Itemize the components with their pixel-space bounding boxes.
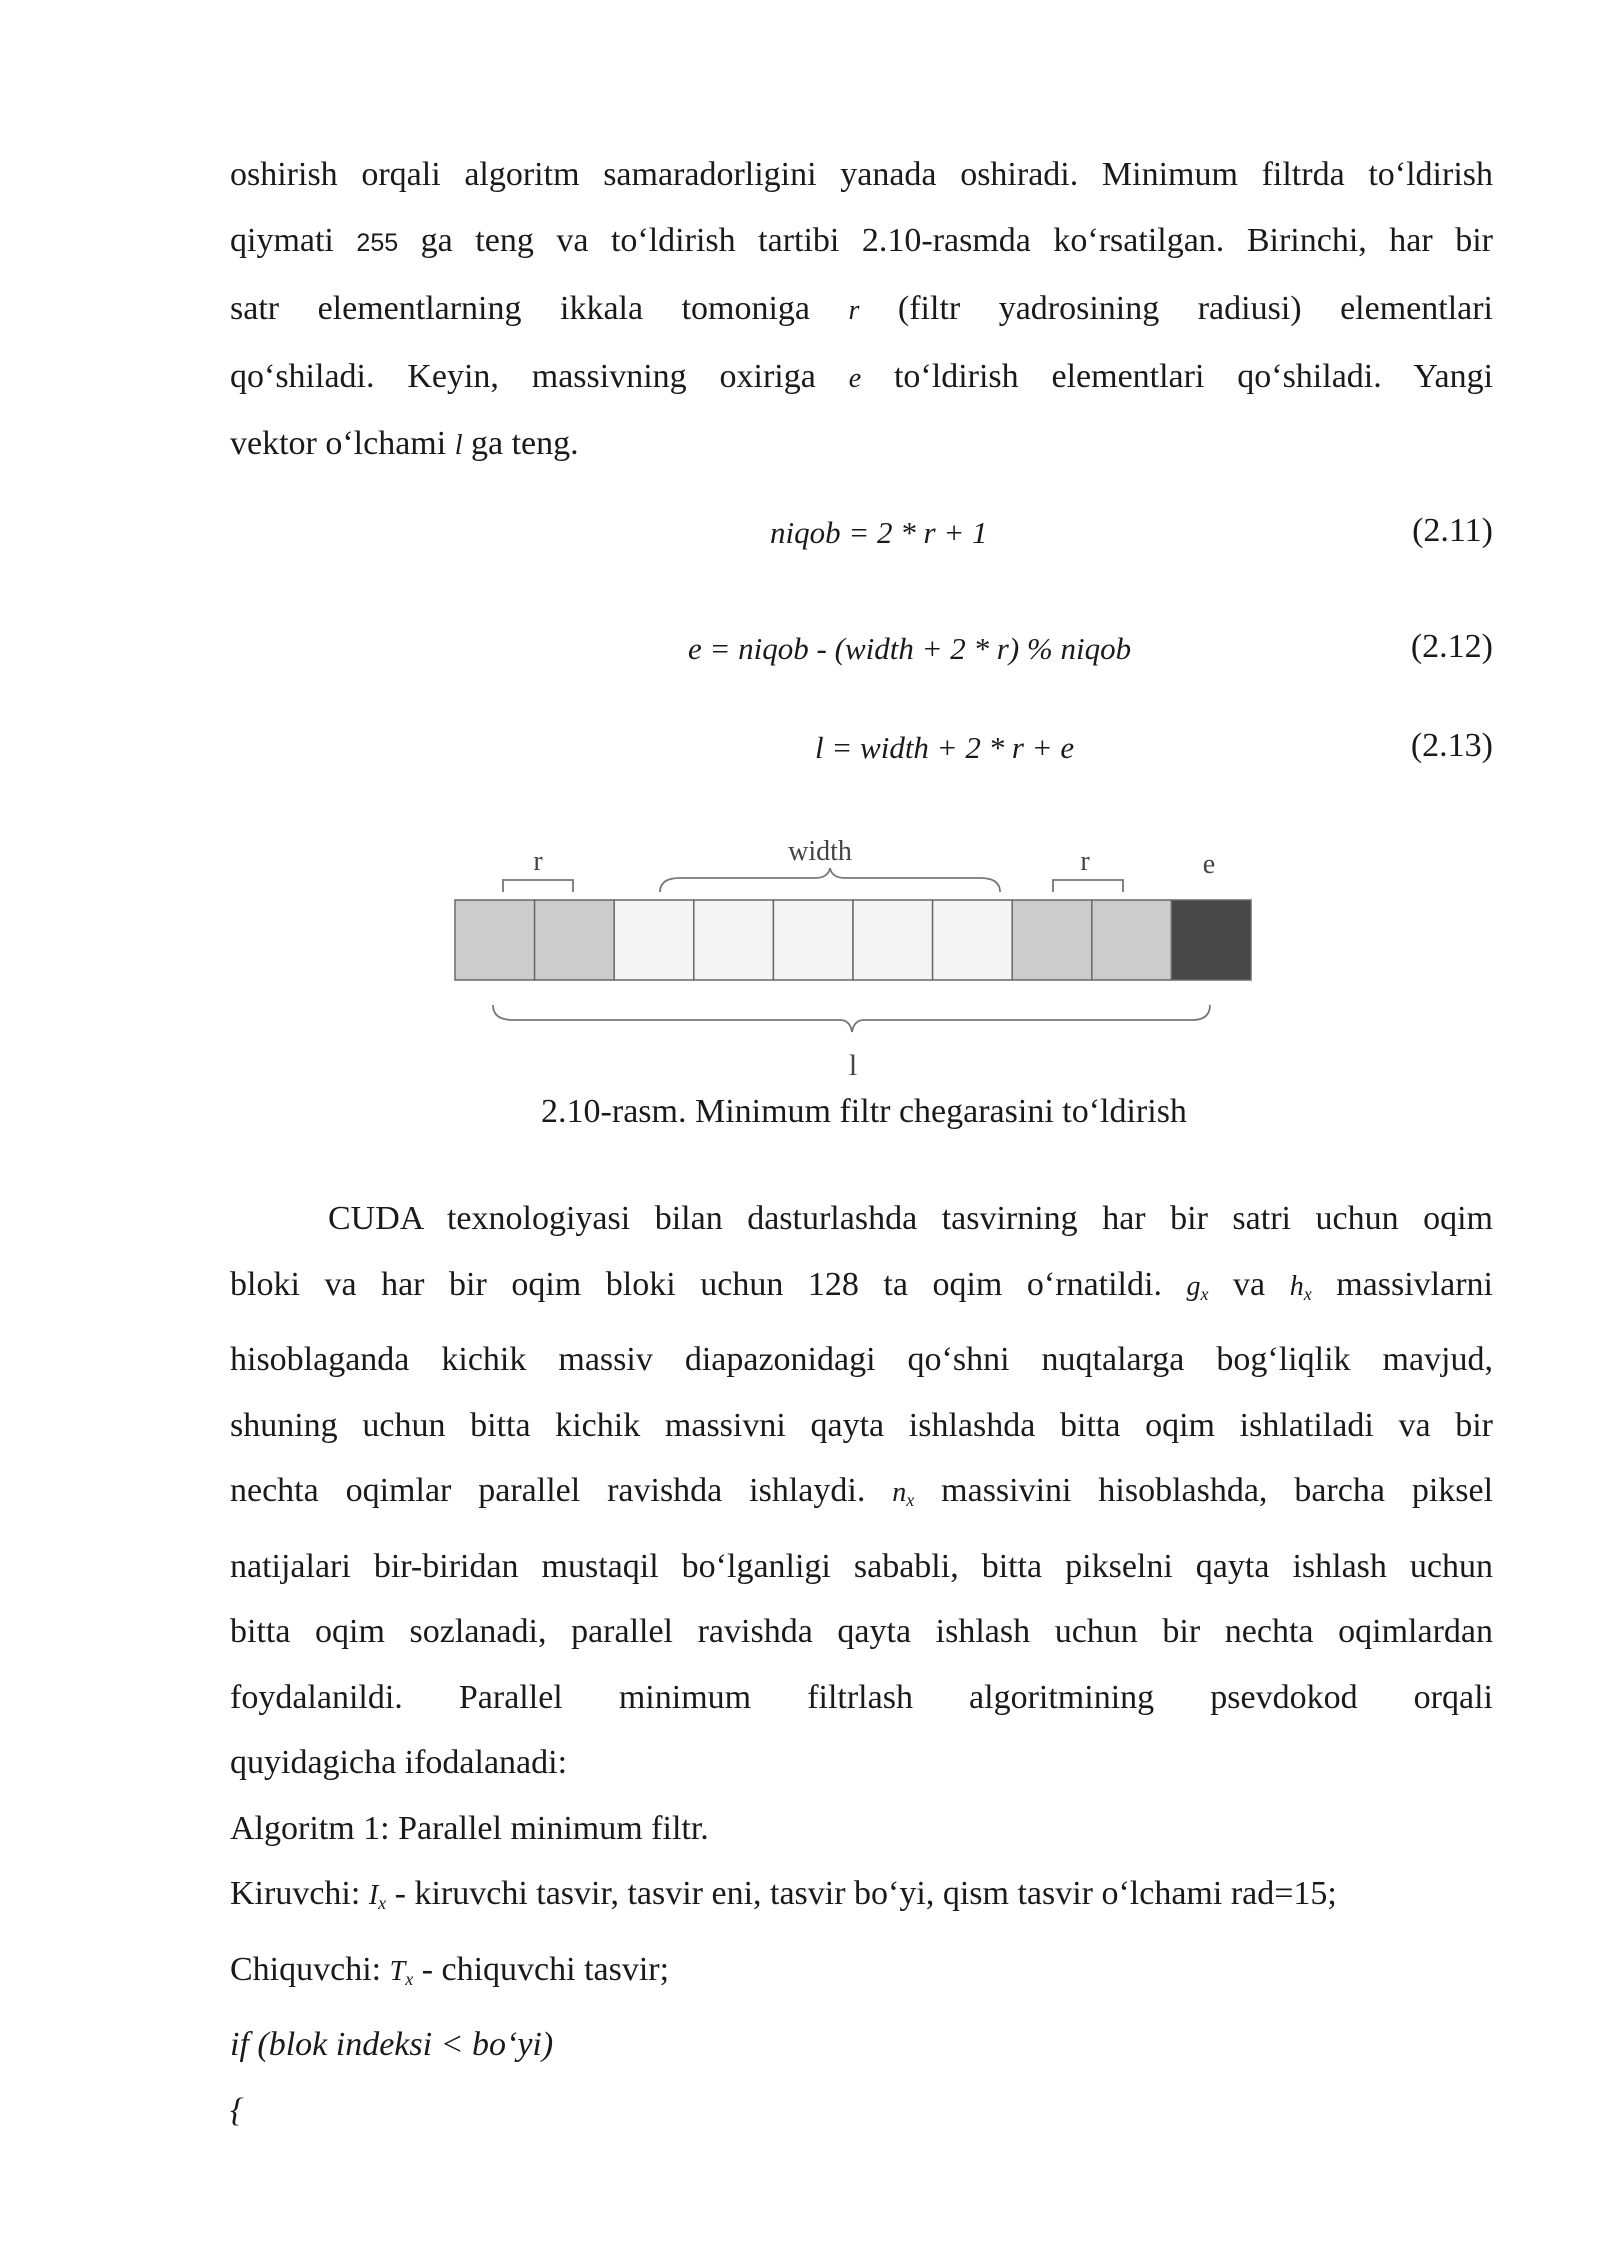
body-text: massivlarni — [1336, 1265, 1493, 1303]
body-text: nechta oqimlar parallel ravishda ishlaydi. — [230, 1472, 866, 1509]
equation-number-2-11: (2.11) — [1412, 512, 1493, 549]
algorithm-output — [230, 1937, 1493, 2013]
symbol-T: T — [389, 1955, 406, 1987]
input-description: - kiruvchi tasvir, tasvir eni, tasvir bo‘yi, qism tasvir o‘lchami rad=15; — [394, 1875, 1337, 1912]
fill-value: 255 — [356, 228, 399, 257]
symbol-n: n — [892, 1477, 907, 1508]
cell-pad — [535, 900, 615, 980]
cell-data — [773, 900, 853, 980]
cell-pad — [455, 900, 535, 980]
symbol-I: I — [368, 1880, 379, 1911]
cell-data — [853, 900, 933, 980]
body-line-3: hisoblaganda kichik massiv diapazonidagi qo‘shni nuqtalarga bog‘liqlik mavjud, — [230, 1341, 1493, 1378]
code-brace-line: { — [230, 2091, 244, 2129]
body-line-5 — [230, 1458, 1493, 1534]
algorithm-title: Algoritm 1: Parallel minimum filtr. — [230, 1809, 709, 1847]
body-line-1: CUDA texnologiyasi bilan dasturlashda tasvirning har bir satri uchun oqim — [328, 1200, 1493, 1237]
subscript-x: x — [405, 1968, 414, 1989]
intro-line-5 — [230, 411, 1493, 479]
intro-line-3 — [230, 276, 1493, 344]
body-line-7: bitta oqim sozlanadi, parallel ravishda qayta ishlash uchun bir nechta oqimlardan — [230, 1613, 1493, 1650]
equation-number-2-13: (2.13) — [1410, 727, 1493, 764]
body-line-4: shuning uchun bitta kichik massivni qayta ishlashda bitta oqim ishlatiladi va bir — [230, 1406, 1493, 1444]
body-text: va — [1233, 1265, 1266, 1303]
cell-pad — [1092, 900, 1172, 980]
symbol-h: h — [1289, 1270, 1304, 1302]
algorithm-input — [230, 1861, 1493, 1937]
symbol-e: e — [848, 362, 862, 394]
body-line-9: quyidagicha ifodalanadi: — [230, 1744, 568, 1781]
subscript-x: x — [1200, 1283, 1209, 1304]
cell-data — [694, 900, 774, 980]
body-line-2 — [230, 1252, 1493, 1328]
intro-text: (filtr yadrosining radiusi) elementlari — [897, 290, 1494, 327]
intro-text: vektor o‘lchami — [230, 425, 447, 462]
intro-paragraph — [230, 142, 1493, 479]
symbol-r: r — [848, 295, 860, 326]
cell-data — [614, 900, 694, 980]
brace-l — [493, 1005, 1210, 1032]
symbol-g: g — [1186, 1270, 1201, 1302]
intro-text: satr elementlarning ikkala tomoniga — [230, 290, 810, 327]
bracket-r-right — [1053, 880, 1123, 892]
label-r-left: r — [533, 846, 543, 877]
intro-text: to‘ldirish elementlari qo‘shiladi. Yangi — [893, 357, 1494, 395]
subscript-x: x — [906, 1490, 915, 1510]
output-label: Chiquvchi: — [230, 1950, 382, 1988]
intro-text: ga teng va to‘ldirish tartibi 2.10-rasmda ko‘rsatilgan. Birinchi, har bir — [420, 221, 1494, 259]
equation-number-2-12: (2.12) — [1410, 628, 1493, 665]
figure-caption: 2.10-rasm. Minimum filtr chegarasini to‘ldirish — [541, 1093, 1187, 1130]
equation-2-12: e = niqob - (width + 2 * r) % niqob — [688, 631, 1132, 666]
cell-fill — [1171, 900, 1251, 980]
code-if-line: if (blok indeksi < bo‘yi) — [230, 2026, 554, 2063]
symbol-l: l — [454, 430, 463, 461]
intro-line-2 — [230, 208, 1493, 277]
output-description: - chiquvchi tasvir; — [421, 1950, 670, 1988]
label-l: l — [848, 1049, 858, 1082]
input-label: Kiruvchi: — [230, 1875, 361, 1912]
label-e: e — [1202, 849, 1216, 880]
bracket-r-left — [503, 880, 573, 892]
body-paragraph — [230, 1186, 1493, 2143]
cell-pad — [1012, 900, 1092, 980]
body-text: massivini hisoblashda, barcha piksel — [941, 1472, 1494, 1509]
intro-text: qiymati — [230, 221, 334, 259]
label-width: width — [788, 836, 852, 867]
body-line-8: foydalanildi. Parallel minimum filtrlash algoritmining psevdokod orqali — [230, 1678, 1493, 1716]
brace-width — [660, 868, 1000, 892]
intro-text: ga teng. — [470, 425, 579, 462]
intro-line-4 — [230, 344, 1493, 412]
label-r-right: r — [1080, 846, 1090, 877]
subscript-x: x — [378, 1893, 387, 1913]
padding-cells — [455, 900, 1251, 980]
body-text: bloki va har bir oqim bloki uchun 128 ta oqim o‘rnatildi. — [230, 1265, 1162, 1303]
intro-text: qo‘shiladi. Keyin, massivning oxiriga — [230, 357, 816, 395]
padding-diagram — [430, 820, 1280, 1090]
equation-2-13: l = width + 2 * r + e — [815, 730, 1075, 765]
body-line-6: natijalari bir-biridan mustaqil bo‘lganligi sababli, bitta pikselni qayta ishlash uchun — [230, 1547, 1493, 1585]
cell-data — [933, 900, 1013, 980]
subscript-x: x — [1303, 1283, 1312, 1304]
intro-line-1: oshirish orqali algoritm samaradorligini yanada oshiradi. Minimum filtrda to‘ldirish — [230, 156, 1493, 193]
equation-2-11: niqob = 2 * r + 1 — [770, 515, 988, 550]
